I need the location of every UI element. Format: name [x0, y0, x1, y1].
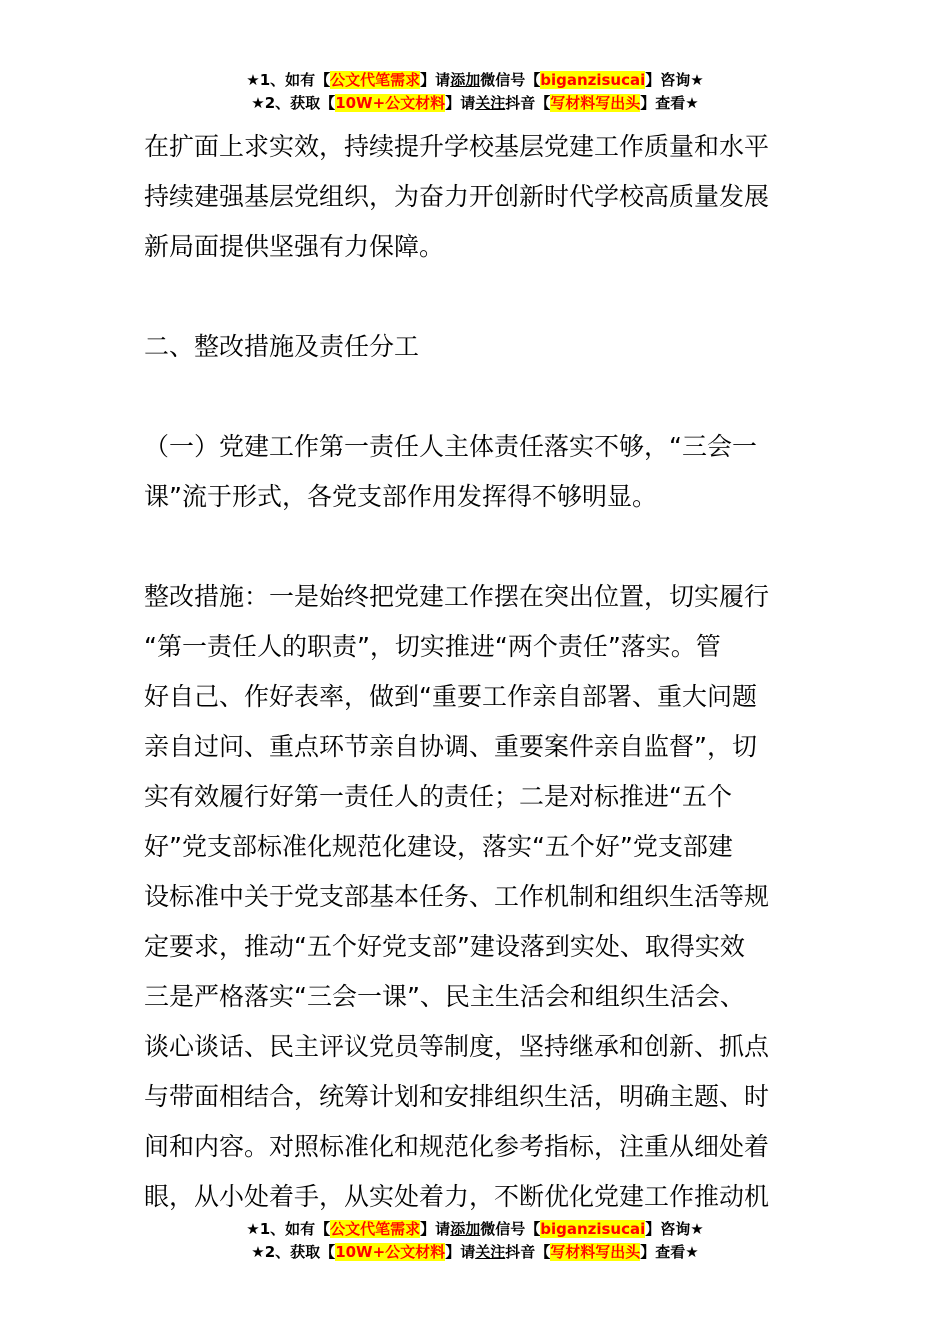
- banner-text: 抖音【: [505, 1243, 551, 1261]
- banner-text: 】查看★: [640, 94, 699, 112]
- banner-text: 】请: [445, 1243, 476, 1261]
- text-line: 课”流于形式，各党支部作用发挥得不够明显。: [144, 482, 657, 511]
- paragraph-gap: [144, 522, 812, 572]
- text-line: 设标准中关于党支部基本任务、工作机制和组织生活等规: [144, 882, 770, 911]
- text-line: 持续建强基层党组织，为奋力开创新时代学校高质量发展: [144, 182, 770, 211]
- banner-text: ★1、如有【: [246, 71, 331, 89]
- banner-highlight: 公文代笔需求: [330, 1220, 421, 1238]
- banner-text: 微信号【: [480, 1220, 541, 1238]
- text-line: 实有效履行好第一责任人的责任；二是对标推进“五个: [144, 782, 732, 811]
- banner-text: 】请: [420, 71, 451, 89]
- banner-text: 】查看★: [640, 1243, 699, 1261]
- text-line: “第一责任人的职责”，切实推进“两个责任”落实。管: [144, 632, 721, 661]
- text-line: 谈心谈话、民主评议党员等制度，坚持继承和创新、抓点: [144, 1032, 770, 1061]
- top-banner: [0, 69, 950, 115]
- banner-text: 】咨询★: [645, 1220, 704, 1238]
- banner-highlight-wechat-id: biganzisucai: [540, 71, 646, 89]
- banner-line-1: [0, 1218, 950, 1241]
- banner-text: ★2、获取【: [251, 1243, 336, 1261]
- text-line: （一）党建工作第一责任人主体责任落实不够，“三会一: [144, 432, 757, 461]
- bottom-banner: [0, 1218, 950, 1264]
- document-body: [144, 122, 812, 1222]
- text-line: 定要求，推动“五个好党支部”建设落到实处、取得实效: [144, 932, 745, 961]
- text-line: 在扩面上求实效，持续提升学校基层党建工作质量和水平: [144, 132, 770, 161]
- text-line: 亲自过问、重点环节亲自协调、重要案件亲自监督”，切: [144, 732, 757, 761]
- banner-text: 微信号【: [480, 71, 541, 89]
- banner-highlight-wechat-id: biganzisucai: [540, 1220, 646, 1238]
- banner-underlined: 添加: [450, 71, 481, 89]
- text-line: 间和内容。对照标准化和规范化参考指标，注重从细处着: [144, 1132, 770, 1161]
- banner-text: 】请: [420, 1220, 451, 1238]
- banner-line-2: [0, 92, 950, 115]
- paragraph-gap: [144, 272, 812, 322]
- banner-line-2: [0, 1241, 950, 1264]
- banner-line-1: [0, 69, 950, 92]
- banner-highlight: 10W+公文材料: [335, 94, 446, 112]
- text-line: 整改措施：一是始终把党建工作摆在突出位置，切实履行: [144, 582, 770, 611]
- banner-text: ★2、获取【: [251, 94, 336, 112]
- text-line: 三是严格落实“三会一课”、民主生活会和组织生活会、: [144, 982, 745, 1011]
- banner-text: 】请: [445, 94, 476, 112]
- text-line: 好”党支部标准化规范化建设，落实“五个好”党支部建: [144, 832, 733, 861]
- paragraph-gap: [144, 372, 812, 422]
- banner-underlined: 关注: [475, 1243, 506, 1261]
- banner-highlight-douyin: 写材料写出头: [550, 94, 641, 112]
- text-line: 新局面提供坚强有力保障。: [144, 232, 445, 261]
- banner-text: 】咨询★: [645, 71, 704, 89]
- banner-highlight: 10W+公文材料: [335, 1243, 446, 1261]
- banner-text: 抖音【: [505, 94, 551, 112]
- paragraph-measures: [144, 572, 812, 1222]
- heading-text: 二、整改措施及责任分工: [144, 332, 420, 361]
- section-heading: [144, 322, 812, 372]
- banner-highlight-douyin: 写材料写出头: [550, 1243, 641, 1261]
- banner-highlight: 公文代笔需求: [330, 71, 421, 89]
- banner-underlined: 添加: [450, 1220, 481, 1238]
- paragraph-intro: [144, 122, 812, 272]
- subsection-heading: [144, 422, 812, 522]
- banner-underlined: 关注: [475, 94, 506, 112]
- text-line: 眼，从小处着手，从实处着力，不断优化党建工作推动机: [144, 1182, 770, 1211]
- banner-text: ★1、如有【: [246, 1220, 331, 1238]
- text-line: 好自己、作好表率，做到“重要工作亲自部署、重大问题: [144, 682, 757, 711]
- text-line: 与带面相结合，统筹计划和安排组织生活，明确主题、时: [144, 1082, 770, 1111]
